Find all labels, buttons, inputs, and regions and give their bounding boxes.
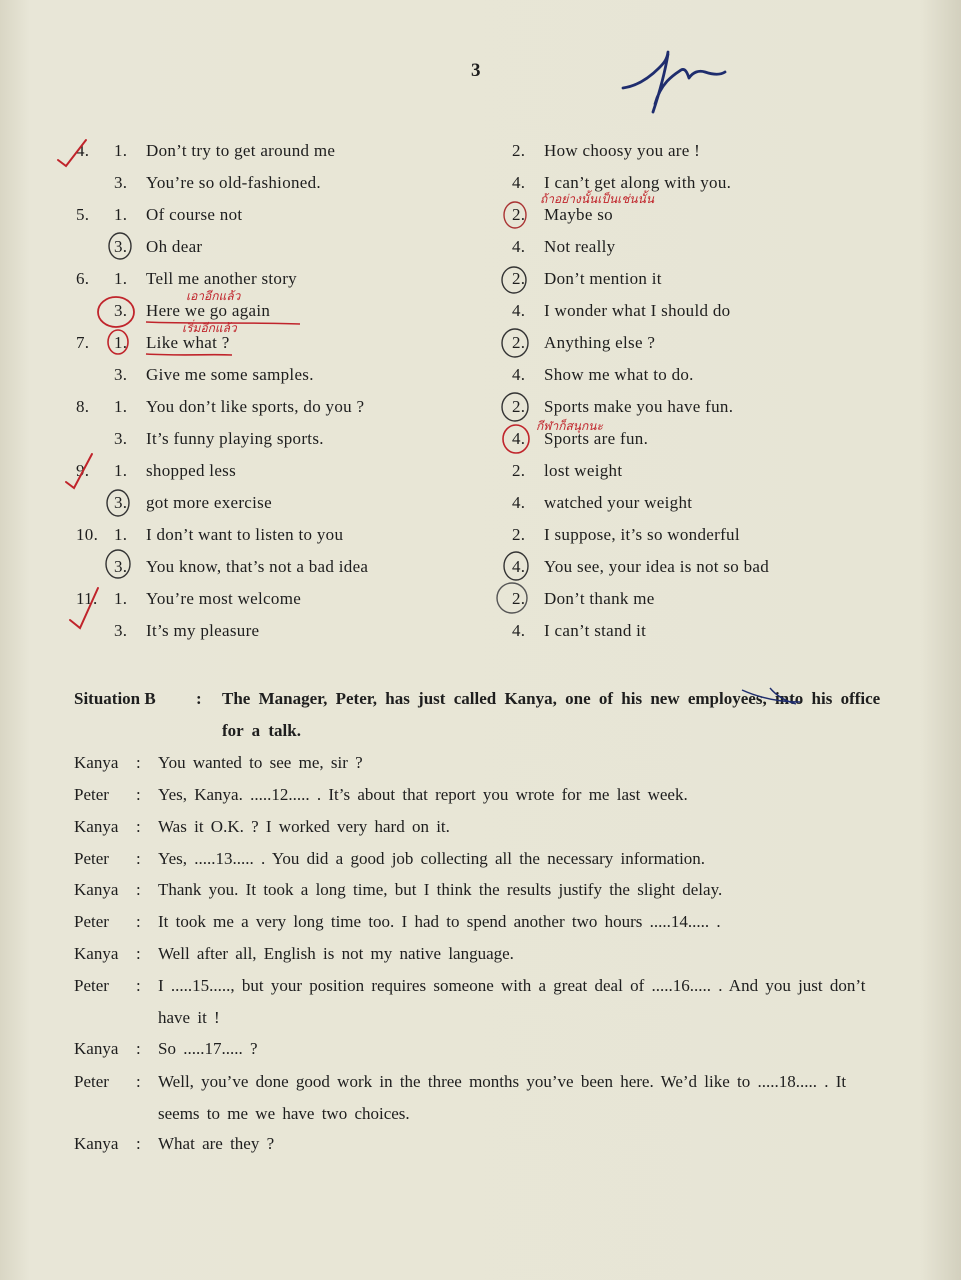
option: 3. Here we go again bbox=[114, 301, 271, 320]
line-text: You wanted to see me, sir ? bbox=[158, 753, 363, 772]
option: 1. Tell me another story bbox=[114, 269, 297, 288]
question-number: 9. bbox=[76, 461, 90, 480]
option: 1. shopped less bbox=[114, 461, 237, 480]
speaker: Kanya bbox=[74, 753, 119, 772]
option: 2. lost weight bbox=[512, 461, 623, 480]
speaker: Peter bbox=[74, 976, 109, 995]
situation-colon: : bbox=[196, 689, 202, 708]
question-number: 8. bbox=[76, 397, 90, 416]
speaker: Peter bbox=[74, 849, 109, 868]
line-text: Yes, Kanya. .....12..... . It’s about that report you wrote for me last week. bbox=[158, 785, 688, 804]
option: 2. Don’t thank me bbox=[512, 589, 655, 608]
option: 4. I can’t get along with you. bbox=[512, 173, 732, 192]
page-number: 3 bbox=[471, 60, 481, 81]
line-text: I .....15....., but your position requires someone with a great deal of .....16..... . And you just don’t have it ! bbox=[158, 976, 866, 1027]
line-text: Well, you’ve done good work in the three months you’ve been here. We’d like to .....18..... . It seems to me we have two choices. bbox=[158, 1072, 847, 1123]
option: 4. Sports are fun. bbox=[512, 429, 649, 448]
option: 2. Anything else ? bbox=[512, 333, 656, 352]
document-page: 3 4. 1. Don’t try to get around me 2. How choosy you are ! 3. You’re so old-fashioned. 4. I can’t get along with you. 5. 1. Of course not 2. Maybe so 3. Oh dear 4. Not really 6. 1. Tell me another story 2. Don’t mention it 3. Here we go again 4. I wonder what I should do 7. 1. Like what ? 2. Anything else ? 3. Give me some samples. 4. Show me what to do. 8. 1. You don’t like sports, do you ? 2. Sports make you have fun. 3. It’s funny playing sports. 4. Sports are fun. 9. 1. shopped less 2. lost weight 3. got more exercise 4. watched your weight 10. 1. I don’t want to listen to you 2. I suppose, it’s so wonderful 3. You know, that’s not a bad idea 4. You see, your idea is not so bad 11. 1. You’re most welcome 2. Don’t thank me 3. It’s my pleasure 4. I can’t stand it ถ้าอย่างนั้นเป็นเช่นนั้น เอาอีกแล้ว เริ่มอีกแล้ว กีฬาก็สนุกนะ Situation B : The Manager, Peter, has just called Kanya, one of his new employees, into his office for a talk. Kanya : You wanted to see me, sir ? Peter : Yes, Kanya. .....12..... . It’s about that report you wrote for me last week. Kanya : Was it O.K. ? I worked very hard on it. Peter : Yes, .....13..... . You did a good job collecting all the necessary information. Kanya : Thank you. It took a long time, but I think the results justify the slight delay. Peter : It took me a very long time too. I had to spend another two hours .....14..... . Kanya : Well after all, English is not my native language. Peter : I .....15....., but your position requires someone with a great deal of .....16..... . And you just don’t have it ! Kanya : So .....17..... ? Peter : Well, you’ve done good work in the three months you’ve been here. We’d like to .....18..... . It seems to me we have two choices. Kanya : What are they ? bbox=[0, 0, 961, 1280]
option: 2. Maybe so bbox=[512, 205, 613, 224]
option: 2. Sports make you have fun. bbox=[512, 397, 734, 416]
question-number: 10. bbox=[76, 525, 99, 544]
handwritten-signature bbox=[615, 42, 735, 122]
handwritten-note: เอาอีกแล้ว bbox=[186, 289, 241, 303]
line-text: Was it O.K. ? I worked very hard on it. bbox=[158, 817, 450, 836]
situation-text: The Manager, Peter, has just called Kanya, one of his new employees, into his office for a talk. bbox=[222, 689, 881, 740]
option: 4. I wonder what I should do bbox=[512, 301, 731, 320]
option: 1. I don’t want to listen to you bbox=[114, 525, 344, 544]
option: 4. Show me what to do. bbox=[512, 365, 694, 384]
red-underline bbox=[146, 354, 232, 355]
option: 3. got more exercise bbox=[114, 493, 272, 512]
option: 1. Don’t try to get around me bbox=[114, 141, 336, 160]
question-number: 7. bbox=[76, 333, 90, 352]
question-number: 11. bbox=[76, 589, 98, 608]
line-text: So .....17..... ? bbox=[158, 1039, 258, 1058]
option: 3. You’re so old-fashioned. bbox=[114, 173, 321, 192]
option: 2. How choosy you are ! bbox=[512, 141, 701, 160]
line-text: What are they ? bbox=[158, 1134, 275, 1153]
option: 4. You see, your idea is not so bad bbox=[512, 557, 770, 576]
speaker: Kanya bbox=[74, 817, 119, 836]
option: 1. Of course not bbox=[114, 205, 243, 224]
speaker: Peter bbox=[74, 785, 109, 804]
option: 4. I can’t stand it bbox=[512, 621, 647, 640]
line-text: It took me a very long time too. I had to spend another two hours .....14..... . bbox=[158, 912, 721, 931]
line-text: Yes, .....13..... . You did a good job collecting all the necessary information. bbox=[158, 849, 706, 868]
question-number: 6. bbox=[76, 269, 90, 288]
option: 3. You know, that’s not a bad idea bbox=[114, 557, 369, 576]
option: 1. You’re most welcome bbox=[114, 589, 302, 608]
option: 3. It’s funny playing sports. bbox=[114, 429, 324, 448]
speaker: Kanya bbox=[74, 1134, 119, 1153]
speaker: Kanya bbox=[74, 944, 119, 963]
option: 3. Oh dear bbox=[114, 237, 203, 256]
speaker: Kanya bbox=[74, 880, 119, 899]
handwritten-note: กีฬาก็สนุกนะ bbox=[536, 419, 603, 433]
speaker: Peter bbox=[74, 912, 109, 931]
speaker: Peter bbox=[74, 1072, 109, 1091]
handwritten-note: เริ่มอีกแล้ว bbox=[182, 321, 237, 335]
speaker: Kanya bbox=[74, 1039, 119, 1058]
question-number: 5. bbox=[76, 205, 90, 224]
option: 2. I suppose, it’s so wonderful bbox=[512, 525, 740, 544]
question-number: 4. bbox=[76, 141, 90, 160]
situation-label: Situation B bbox=[74, 689, 156, 708]
handwritten-note: ถ้าอย่างนั้นเป็นเช่นนั้น bbox=[540, 192, 655, 206]
line-text: Thank you. It took a long time, but I think the results justify the slight delay. bbox=[158, 880, 723, 899]
option: 1. Like what ? bbox=[114, 333, 230, 352]
option: 3. Give me some samples. bbox=[114, 365, 314, 384]
line-text: Well after all, English is not my native language. bbox=[158, 944, 514, 963]
option: 4. Not really bbox=[512, 237, 616, 256]
option: 3. It’s my pleasure bbox=[114, 621, 260, 640]
option: 1. You don’t like sports, do you ? bbox=[114, 397, 365, 416]
option: 4. watched your weight bbox=[512, 493, 693, 512]
option: 2. Don’t mention it bbox=[512, 269, 662, 288]
